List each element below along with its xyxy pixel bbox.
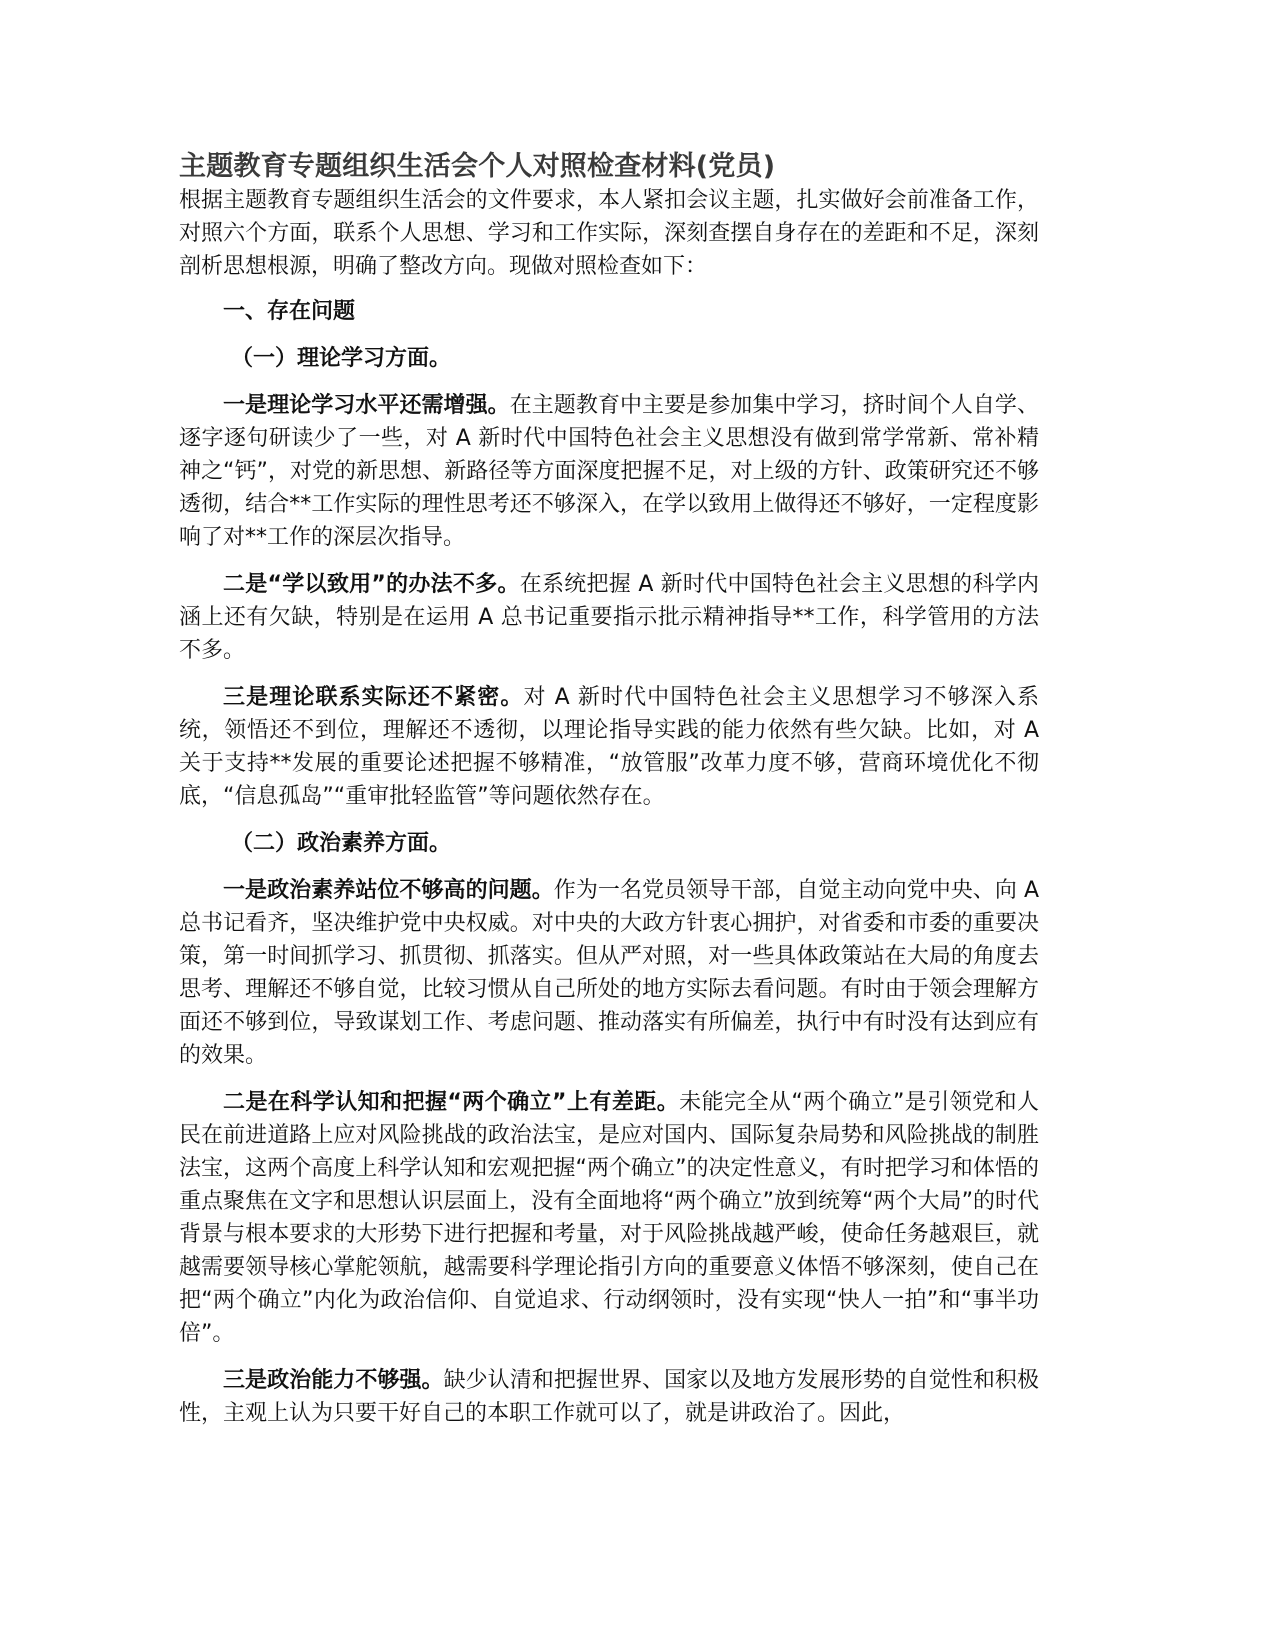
document-title: 主题教育专题组织生活会个人对照检查材料(党员) [179,151,776,182]
subsection-heading-political: （二）政治素养方面。 [231,831,452,856]
paragraph-body: 缺少认清和把握世界、国家以及地方发展形势的自觉性和积极性，主观上认为只要干好自己的本职工作就可以了，就是讲政治了。因此， [179,1368,1039,1426]
paragraph-body: 在系统把握 A 新时代中国特色社会主义思想的科学内涵上还有欠缺，特别是在运用 A 总书记重要指示批示精神指导**工作，科学管用的方法不多。 [179,572,1039,663]
paragraph-political-2 [179,1086,1039,1350]
subsection-heading-theory: （一）理论学习方面。 [231,346,452,371]
paragraph-lead: 二是“学以致用”的办法不多。 [223,572,520,597]
paragraph-theory-3 [179,681,1039,813]
paragraph-lead: 一是理论学习水平还需增强。 [223,393,510,418]
paragraph-body: 未能完全从“两个确立”是引领党和人民在前进道路上应对风险挑战的政治法宝，是应对国内、国际复杂局势和风险挑战的制胜法宝，这两个高度上科学认知和宏观把握“两个确立”的决定性意义，有时把学习和体悟的重点聚焦在文字和思想认识层面上，没有全面地将“两个确立”放到统筹“两个大局”的时代背景与根本要求的大形势下进行把握和考量，对于风险挑战越严峻，使命任务越艰巨，就越需要领导核心掌舵领航，越需要科学理论指引方向的重要意义体悟不够深刻，使自己在把“两个确立”内化为政治信仰、自觉追求、行动纲领时，没有实现“快人一拍”和“事半功倍”。 [179,1090,1040,1346]
document-page [179,150,1039,1430]
section-heading-problems: 一、存在问题 [223,299,356,324]
paragraph-political-1 [179,874,1039,1072]
paragraph-theory-2 [179,568,1039,667]
paragraph-body: 对 A 新时代中国特色社会主义思想学习不够深入系统，领悟还不到位，理解还不透彻，以理论指导实践的能力依然有些欠缺。比如，对 A 关于支持**发展的重要论述把握不够精准，“放管服”改革力度不够，营商环境优化不彻底，“信息孤岛”“重审批轻监管”等问题依然存在。 [179,685,1039,809]
paragraph-body: 作为一名党员领导干部，自觉主动向党中央、向 A 总书记看齐，坚决维护党中央权威。对中央的大政方针衷心拥护，对省委和市委的重要决策，第一时间抓学习、抓贯彻、抓落实。但从严对照，对一些具体政策站在大局的角度去思考、理解还不够自觉，比较习惯从自己所处的地方实际去看问题。有时由于领会理解方面还不够到位，导致谋划工作、考虑问题、推动落实有所偏差，执行中有时没有达到应有的效果。 [179,878,1039,1068]
intro-paragraph: 根据主题教育专题组织生活会的文件要求，本人紧扣会议主题，扎实做好会前准备工作，对照六个方面，联系个人思想、学习和工作实际，深刻查摆自身存在的差距和不足，深刻剖析思想根源，明确了整改方向。现做对照检查如下： [179,188,1039,279]
paragraph-body: 在主题教育中主要是参加集中学习，挤时间个人自学、逐字逐句研读少了一些，对 A 新时代中国特色社会主义思想没有做到常学常新、常补精神之“钙”，对党的新思想、新路径等方面深度把握不足，对上级的方针、政策研究还不够透彻，结合**工作实际的理性思考还不够深入，在学以致用上做得还不够好，一定程度影响了对**工作的深层次指导。 [179,393,1039,550]
paragraph-lead: 一是政治素养站位不够高的问题。 [223,878,554,903]
paragraph-lead: 三是理论联系实际还不紧密。 [223,685,524,710]
paragraph-lead: 三是政治能力不够强。 [223,1368,444,1393]
paragraph-political-3 [179,1364,1039,1430]
paragraph-lead: 二是在科学认知和把握“两个确立”上有差距。 [223,1090,680,1115]
paragraph-theory-1 [179,389,1039,554]
